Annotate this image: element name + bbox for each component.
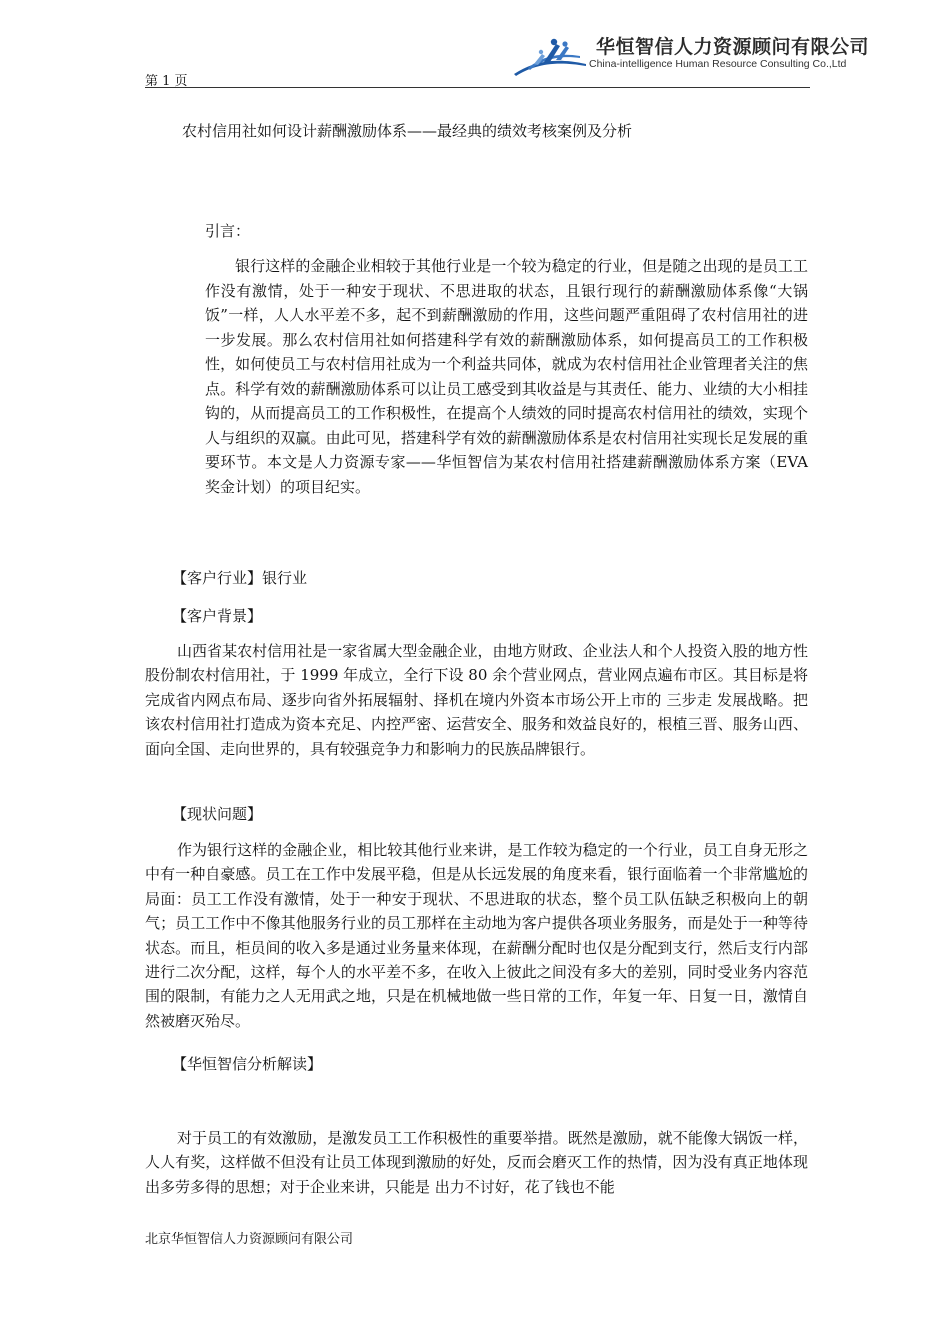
- problem-paragraph: 作为银行这样的金融企业，相比较其他行业来讲，是工作较为稳定的一个行业，员工自身无形之中有一种自豪感。员工在工作中发展平稳，但是从长远发展的角度来看，银行面临着一个非常尴尬的局面：员工工作没有激情，处于一种安于现状、不思进取的状态，整个员工队伍缺乏积极向上的朝气；员工工作中不像其他服务行业的员工那样在主动地为客户提供各项业务服务，而是处于一种等待状态。而且，柜员间的收入多是通过业务量来体现，在薪酬分配时也仅是分配到支行，然后支行内部进行二次分配，这样，每个人的水平差不多，在收入上彼此之间没有多大的差别，同时受业务内容范围的限制，有能力之人无用武之地，只是在机械地做一些日常的工作，年复一年、日复一日，激情自然被磨灭殆尽。: [145, 841, 808, 1030]
- company-name-cn: 华恒智信人力资源顾问有限公司: [596, 36, 870, 58]
- background-heading: 【客户背景】: [172, 607, 263, 625]
- company-name-en: China-intelligence Human Resource Consulting Co.,Ltd: [589, 58, 847, 70]
- header-divider: [145, 87, 810, 88]
- problem-heading: 【现状问题】: [172, 805, 263, 823]
- logo-swoosh-icon: [510, 34, 590, 78]
- intro-label: 引言：: [205, 222, 251, 240]
- intro-paragraph: 银行这样的金融企业相较于其他行业是一个较为稳定的行业，但是随之出现的是员工工作没有激情，处于一种安于现状、不思进取的状态，且银行现行的薪酬激励体系像“大锅饭”一样，人人水平差不多，起不到薪酬激励的作用，这些问题严重阻碍了农村信用社的进一步发展。那么农村信用社如何搭建科学有效的薪酬激励体系，如何提高员工的工作积极性，如何使员工与农村信用社成为一个利益共同体，就成为农村信用社企业管理者关注的焦点。科学有效的薪酬激励体系可以让员工感受到其收益是与其责任、能力、业绩的大小相挂钩的，从而提高员工的工作积极性，在提高个人绩效的同时提高农村信用社的绩效，实现个人与组织的双赢。由此可见，搭建科学有效的薪酬激励体系是农村信用社实现长足发展的重要环节。本文是人力资源专家——华恒智信为某农村信用社搭建薪酬激励体系方案（EVA 奖金计划）的项目纪实。: [205, 257, 808, 496]
- page-number: 第 1 页: [145, 74, 188, 89]
- background-paragraph: 山西省某农村信用社是一家省属大型金融企业，由地方财政、企业法人和个人投资入股的地方性股份制农村信用社，于 1999 年成立，全行下设 80 余个营业网点，营业网点遍布市区。其目标是将完成省内网点布局、逐步向省外拓展辐射、择机在境内外资本市场公开上市的 三步走 发展战略。把该农村信用社打造成为资本充足、内控严密、运营安全、服务和效益良好的，根植三晋、服务山西、面向全国、走向世界的，具有较强竞争力和影响力的民族品牌银行。: [145, 642, 808, 758]
- industry-heading: 【客户行业】银行业: [172, 569, 308, 587]
- document-title: 农村信用社如何设计薪酬激励体系——最经典的绩效考核案例及分析: [182, 122, 633, 140]
- footer-company: 北京华恒智信人力资源顾问有限公司: [145, 1232, 354, 1247]
- analysis-heading: 【华恒智信分析解读】: [172, 1055, 323, 1073]
- company-logo: [510, 32, 870, 78]
- analysis-paragraph: 对于员工的有效激励，是激发员工工作积极性的重要举措。既然是激励，就不能像大锅饭一样，人人有奖，这样做不但没有让员工体现到激励的好处，反而会磨灭工作的热情，因为没有真正地体现出多劳多得的思想；对于企业来讲，只能是 出力不讨好，花了钱也不能: [145, 1129, 808, 1196]
